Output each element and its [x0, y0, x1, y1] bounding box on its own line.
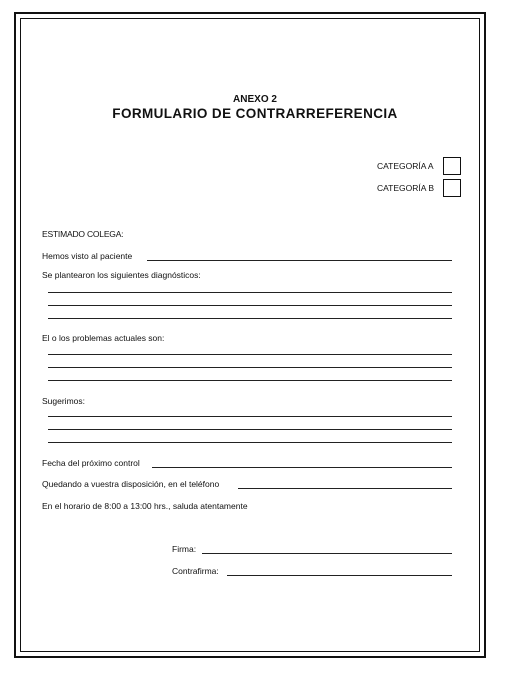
suggestions-label: Sugerimos: — [42, 396, 85, 406]
diagnoses-line[interactable] — [48, 292, 452, 293]
signature-label: Firma: — [172, 544, 197, 554]
countersignature-label: Contrafirma: — [172, 566, 219, 576]
problems-line[interactable] — [48, 367, 452, 368]
signature-field[interactable] — [202, 553, 452, 554]
problems-line[interactable] — [48, 380, 452, 381]
patient-seen-label: Hemos visto al paciente — [42, 251, 133, 261]
problems-label: El o los problemas actuales son: — [42, 333, 165, 343]
phone-label: Quedando a vuestra disposición, en el teléfono — [42, 479, 220, 489]
form-title: FORMULARIO DE CONTRARREFERENCIA — [112, 106, 398, 121]
phone-field[interactable] — [238, 488, 452, 489]
diagnoses-line[interactable] — [48, 318, 452, 319]
suggestions-line[interactable] — [48, 416, 452, 417]
category-a-label: CATEGORÍA A — [377, 161, 434, 171]
suggestions-line[interactable] — [48, 442, 452, 443]
next-control-label: Fecha del próximo control — [42, 458, 140, 468]
problems-line[interactable] — [48, 354, 452, 355]
diagnoses-label: Se plantearon los siguientes diagnósticos: — [42, 270, 201, 280]
annex-label: ANEXO 2 — [233, 94, 277, 105]
patient-name-field[interactable] — [147, 260, 452, 261]
category-b-label: CATEGORÍA B — [377, 183, 434, 193]
category-b-checkbox[interactable] — [443, 179, 461, 197]
greeting: ESTIMADO COLEGA: — [42, 229, 124, 239]
countersignature-field[interactable] — [227, 575, 452, 576]
category-a-checkbox[interactable] — [443, 157, 461, 175]
diagnoses-line[interactable] — [48, 305, 452, 306]
schedule-text: En el horario de 8:00 a 13:00 hrs., saluda atentamente — [42, 501, 248, 511]
next-control-date-field[interactable] — [152, 467, 452, 468]
suggestions-line[interactable] — [48, 429, 452, 430]
